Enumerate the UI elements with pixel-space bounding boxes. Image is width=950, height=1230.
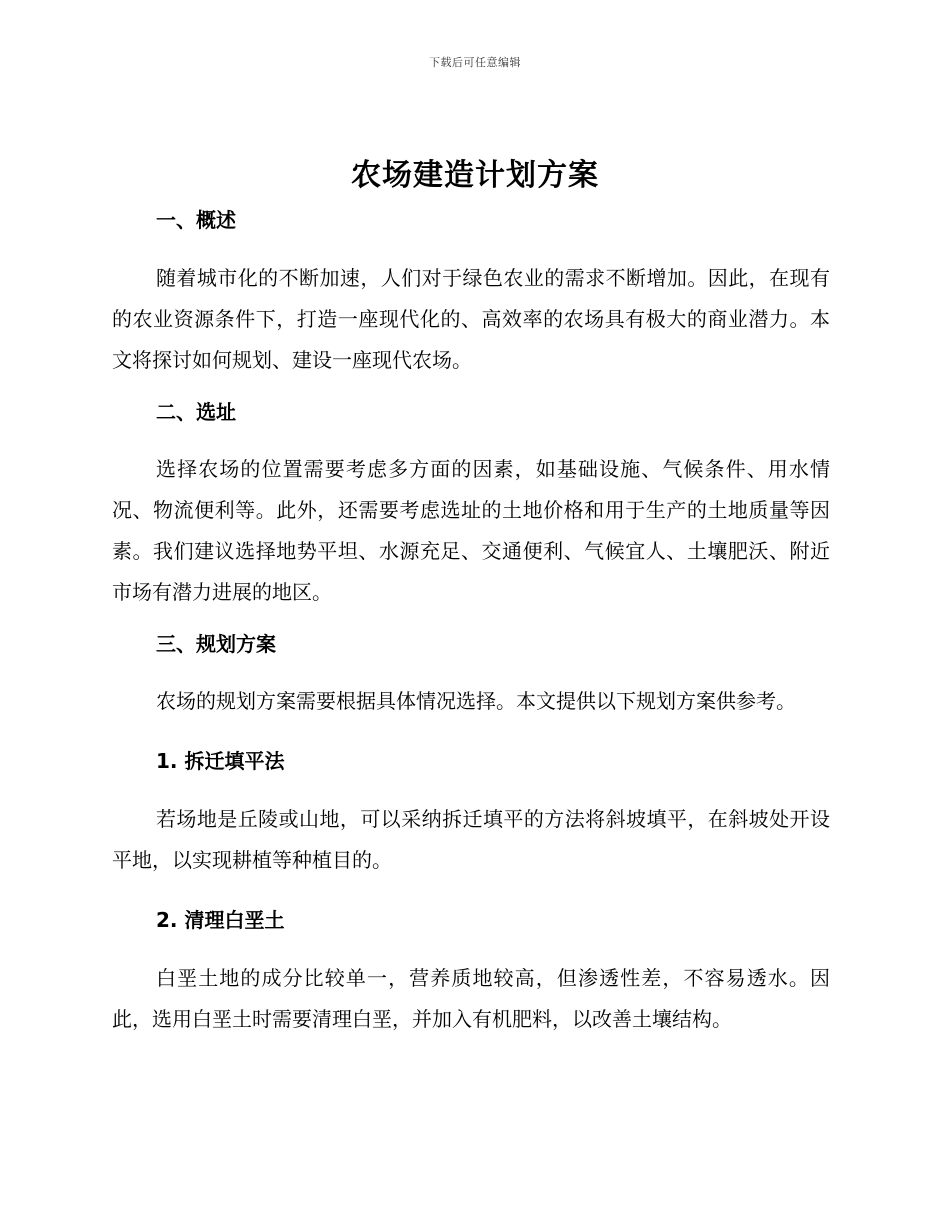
- subsection-heading-demolition-leveling: 1. 拆迁填平法: [156, 749, 285, 773]
- section-paragraph-planning: 农场的规划方案需要根据具体情况选择。本文提供以下规划方案供参考。: [156, 689, 796, 713]
- subsection-paragraph-demolition-leveling: 若场地是丘陵或山地，可以采纳拆迁填平的方法将斜坡填平，在斜坡处开设平地，以实现耕植等种植目的。: [112, 807, 830, 872]
- document-body: [112, 204, 830, 1040]
- section-paragraph-site-selection: 选择农场的位置需要考虑多方面的因素，如基础设施、气候条件、用水情况、物流便利等。此外，还需要考虑选址的土地价格和用于生产的土地质量等因素。我们建议选择地势平坦、水源充足、交通便利、气候宜人、土壤肥沃、附近市场有潜力进展的地区。: [112, 457, 830, 604]
- subsection-heading-chalk-soil: 2. 清理白垩土: [156, 908, 285, 932]
- section-heading-overview: 一、概述: [156, 208, 236, 232]
- section-heading-planning: 三、规划方案: [156, 632, 276, 656]
- section-paragraph-overview: 随着城市化的不断加速，人们对于绿色农业的需求不断增加。因此，在现有的农业资源条件下，打造一座现代化的、高效率的农场具有极大的商业潜力。本文将探讨如何规划、建设一座现代农场。: [112, 266, 830, 372]
- page-header-note: 下载后可任意编辑: [429, 56, 521, 69]
- section-heading-site-selection: 二、选址: [156, 400, 236, 424]
- document-title: 农场建造计划方案: [351, 158, 599, 193]
- subsection-paragraph-chalk-soil: 白垩土地的成分比较单一，营养质地较高，但渗透性差，不容易透水。因此，选用白垩土时需要清理白垩，并加入有机肥料，以改善土壤结构。: [112, 966, 830, 1031]
